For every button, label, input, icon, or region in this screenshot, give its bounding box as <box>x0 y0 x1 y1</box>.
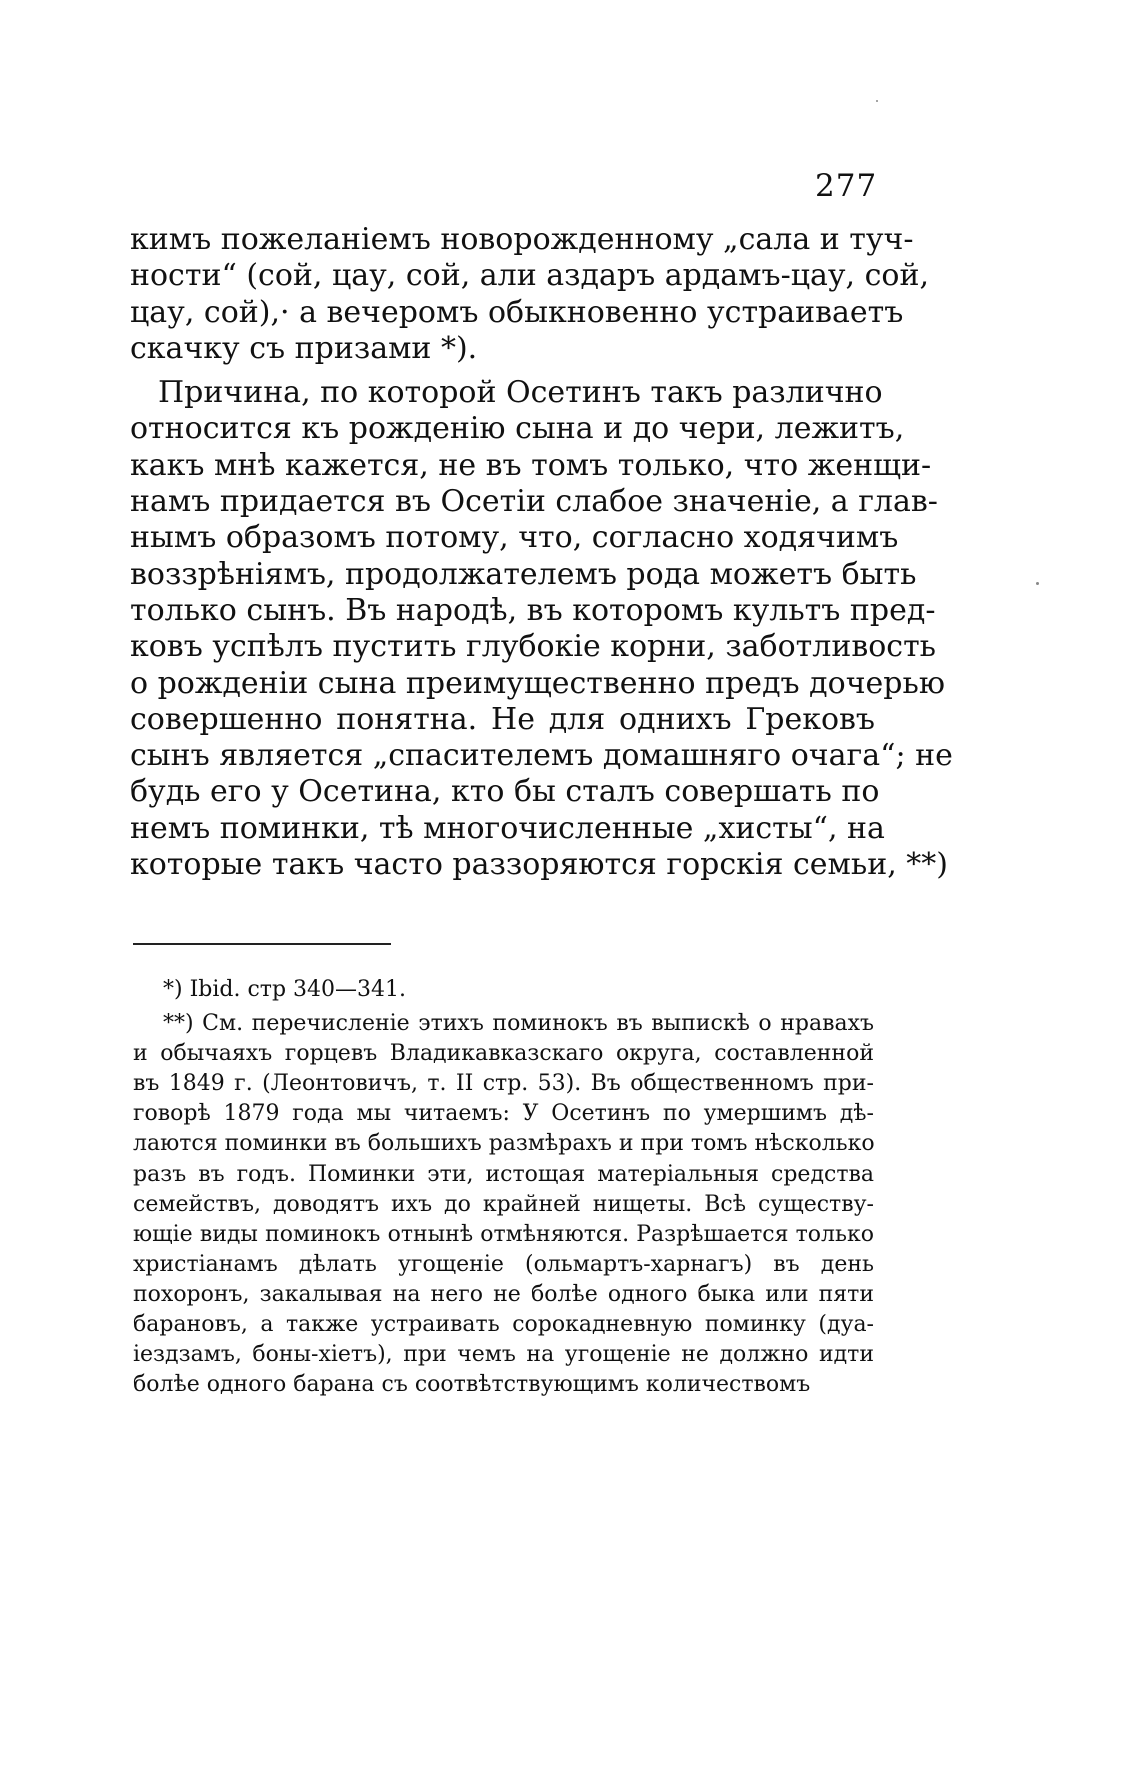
text-line: сынъ является „спасителемъ домашняго очага“; не <box>130 738 953 774</box>
text-line: ности“ (сой, цау, сой, али аздаръ ардамъ-цау, сой, <box>130 258 929 294</box>
footnote-2-line: похоронъ, закалывая на него не болѣе одного быка или пяти <box>133 1281 874 1307</box>
footnote-2-line: лаются поминки въ большихъ размѣрахъ и при томъ нѣсколько <box>133 1131 875 1157</box>
text-line: ковъ успѣлъ пустить глубокіе корни, заботливость <box>130 629 937 665</box>
footnote-divider <box>133 943 391 945</box>
text-line: Причина, по которой Осетинъ такъ различно <box>158 375 883 411</box>
text-line: намъ придается въ Осетіи слабое значеніе, а глав- <box>130 484 938 520</box>
text-line: совершенно понятна. Не для однихъ Грековъ <box>130 701 875 737</box>
text-line: относится къ рожденію сына и до чери, лежитъ, <box>130 411 905 447</box>
text-line: только сынъ. Въ народѣ, въ которомъ культъ пред- <box>130 592 936 628</box>
footnote-2-line: разъ въ годъ. Поминки эти, истощая матеріальныя средства <box>133 1161 874 1187</box>
text-line: кимъ пожеланіемъ новорожденному „сала и туч- <box>130 222 914 257</box>
scan-speck <box>1036 582 1039 585</box>
footnote-2-line: говорѣ 1879 года мы читаемъ: У Осетинъ по умершимъ дѣ- <box>133 1101 874 1127</box>
scan-speck <box>876 100 878 102</box>
footnote-2-line: и обычаяхъ горцевъ Владикавказскаго округа, составленной <box>133 1041 874 1067</box>
footnote-2-line: ющіе виды поминокъ отнынѣ отмѣняются. Разрѣшается только <box>133 1221 874 1247</box>
text-line: цау, сой),· а вечеромъ обыкновенно устраиваетъ <box>130 294 904 330</box>
text-line: скачку съ призами *). <box>130 330 478 366</box>
footnote-2-line: семействъ, доводятъ ихъ до крайней нищеты. Всѣ существу- <box>133 1191 874 1217</box>
text-line: воззрѣніямъ, продолжателемъ рода можетъ быть <box>130 556 917 592</box>
footnote-1: *) Ibid. стр 340—341. <box>163 977 406 1002</box>
footnote-2-line: **) См. перечисленіе этихъ поминокъ въ выпискѣ о нравахъ <box>163 1011 874 1037</box>
footnote-2-line: въ 1849 г. (Леонтовичъ, т. II стр. 53). Въ общественномъ при- <box>133 1071 874 1097</box>
footnote-2-line: болѣе одного барана съ соотвѣтствующимъ количествомъ <box>133 1372 811 1398</box>
text-line: которые такъ часто раззоряются горскія семьи, **) <box>130 847 948 883</box>
footnote-2-line: барановъ, а также устраивать сорокадневную поминку (дуа- <box>133 1312 874 1338</box>
text-line: нымъ образомъ потому, что, согласно ходячимъ <box>130 520 899 556</box>
text-line: какъ мнѣ кажется, не въ томъ только, что женщи- <box>130 447 932 483</box>
page-number: 277 <box>815 168 878 204</box>
footnotes <box>133 975 874 1400</box>
footnote-2-line: іездзамъ, боны-хіетъ), при чемъ на угощеніе не должно идти <box>133 1342 874 1368</box>
footnote-2-line: христіанамъ дѣлать угощеніе (ольмартъ-харнагъ) въ день <box>133 1251 874 1277</box>
main-text <box>130 222 953 883</box>
text-line: немъ поминки, тѣ многочисленные „хисты“, на <box>130 810 885 846</box>
text-line: о рожденіи сына преимущественно предъ дочерью <box>130 665 945 701</box>
text-line: будь его у Осетина, кто бы сталъ совершать по <box>130 774 880 810</box>
